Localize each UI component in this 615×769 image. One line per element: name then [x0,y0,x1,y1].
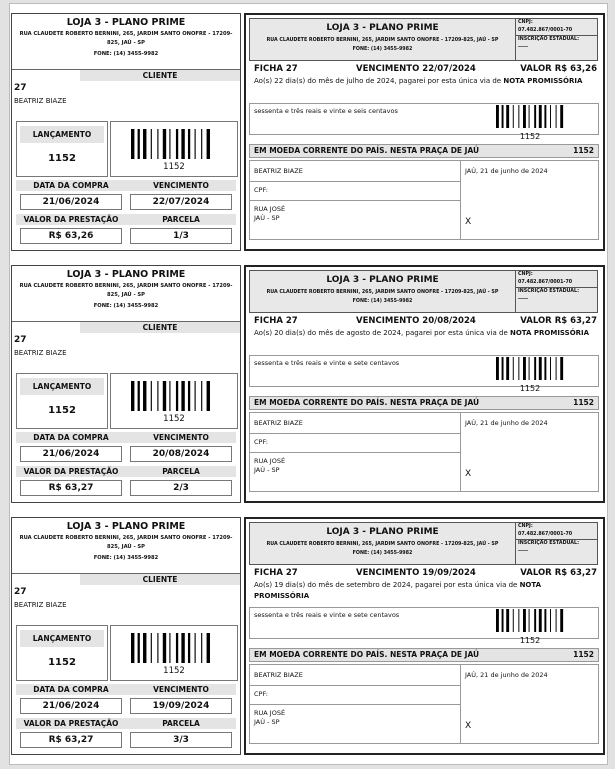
note-store-address: RUA CLAUDETE ROBERTO BERNINI, 265, JARDIM SANTO ONOFRE - 17209-825, JAÚ - SP FONE: (14) 3455-9982 [266,290,499,304]
currency-line: EM MOEDA CORRENTE DO PAÍS. NESTA PRAÇA DE JAÚ 1152 [249,144,599,158]
client-name: BEATRIZ BIAZE [14,97,67,105]
stub-card [11,517,241,755]
signature-area [249,160,599,240]
barcode-number: 1152 [163,162,185,172]
place-date: JAÚ, 21 de junho de 2024 [465,671,548,679]
data-compra-label: DATA DA COMPRA [33,433,109,442]
debtor-city: JAÚ - SP [254,718,280,726]
note-vencimento: VENCIMENTO 20/08/2024 [356,316,476,326]
signature-x: X [465,469,472,479]
barcode-number: 1152 [163,414,185,424]
note-text: Ao(s) 20 dia(s) do mês de agosto de 2024, pagarei por esta única via de NOTA PROMISSÓRIA [254,329,590,337]
note-store-ids: CNPJ: 07.482.867/0001-70 INSCRIÇÃO ESTADUAL: ----- [515,271,597,312]
note-barcode-number: 1152 [519,636,541,645]
ficha-field: FICHA 27 [254,316,298,326]
data-compra-value: 21/06/2024 [20,194,122,210]
store-title: LOJA 3 - PLANO PRIME [66,269,186,280]
parcela-value: 3/3 [130,732,232,748]
store-phone: FONE: (14) 3455-9982 [93,51,159,57]
note-store-ids: CNPJ: 07.482.867/0001-70 INSCRIÇÃO ESTADUAL: ----- [515,523,597,564]
currency-line: EM MOEDA CORRENTE DO PAÍS. NESTA PRAÇA DE JAÚ 1152 [249,396,599,410]
debtor-street: RUA JOSÉ [254,457,286,465]
debtor-name: BEATRIZ BIAZE [254,671,303,679]
valor-prestacao-label: VALOR DA PRESTAÇÃO [23,215,119,224]
note-store-ids: CNPJ: 07.482.867/0001-70 INSCRIÇÃO ESTADUAL: ----- [515,19,597,60]
promissory-block [11,13,603,249]
ficha-field: FICHA 27 [254,64,298,74]
note-barcode-number: 1152 [519,384,541,393]
vencimento-label: VENCIMENTO [153,685,209,694]
note-store-title: LOJA 3 - PLANO PRIME [326,275,439,285]
store-address: RUA CLAUDETE ROBERTO BERNINI, 265, JARDIM SANTO ONOFRE - 17209-825, JAÚ - SP [19,535,233,550]
client-code: 27 [14,83,27,93]
client-label: CLIENTE [80,70,240,81]
store-address: RUA CLAUDETE ROBERTO BERNINI, 265, JARDIM SANTO ONOFRE - 17209-825, JAÚ - SP [19,31,233,46]
debtor-city: JAÚ - SP [254,466,280,474]
note-text: Ao(s) 22 dia(s) do mês de julho de 2024, pagarei por esta única via de NOTA PROMISSÓRIA [254,77,583,85]
promissory-note [244,517,605,755]
amount-in-words: sessenta e três reais e vinte e seis centavos [254,107,398,115]
note-store-title: LOJA 3 - PLANO PRIME [326,527,439,537]
store-address: RUA CLAUDETE ROBERTO BERNINI, 265, JARDIM SANTO ONOFRE - 17209-825, JAÚ - SP [19,283,233,298]
lancamento-label: LANÇAMENTO [20,126,104,143]
vencimento-label: VENCIMENTO [153,181,209,190]
lancamento-value: 1152 [48,405,76,416]
barcode-icon [131,129,211,159]
lancamento-label: LANÇAMENTO [20,378,104,395]
note-barcode-icon [496,105,564,128]
vencimento-value: 20/08/2024 [130,446,232,462]
client-name: BEATRIZ BIAZE [14,349,67,357]
lancamento-value: 1152 [48,657,76,668]
signature-area [249,664,599,744]
client-code: 27 [14,587,27,597]
parcela-value: 2/3 [130,480,232,496]
client-section [12,69,240,120]
debtor-street: RUA JOSÉ [254,205,286,213]
note-valor: VALOR R$ 63,26 [520,64,597,74]
vencimento-label: VENCIMENTO [153,433,209,442]
note-barcode-icon [496,609,564,632]
valor-prestacao-value: R$ 63,27 [20,732,122,748]
store-title: LOJA 3 - PLANO PRIME [66,521,186,532]
note-store-address: RUA CLAUDETE ROBERTO BERNINI, 265, JARDIM SANTO ONOFRE - 17209-825, JAÚ - SP FONE: (14) 3455-9982 [266,542,499,556]
barcode-box [110,121,238,177]
lancamento-box [16,625,108,681]
promissory-block [11,265,603,501]
vencimento-value: 22/07/2024 [130,194,232,210]
note-valor: VALOR R$ 63,27 [520,568,597,578]
note-valor: VALOR R$ 63,27 [520,316,597,326]
barcode-box [110,373,238,429]
parcela-value: 1/3 [130,228,232,244]
note-text: Ao(s) 19 dia(s) do mês de setembro de 2024, pagarei por esta única via de NOTA PROMISSÓRIA [254,581,542,600]
valor-prestacao-label: VALOR DA PRESTAÇÃO [23,719,119,728]
data-compra-value: 21/06/2024 [20,446,122,462]
lancamento-box [16,373,108,429]
store-phone: FONE: (14) 3455-9982 [93,555,159,561]
lancamento-box [16,121,108,177]
place-date: JAÚ, 21 de junho de 2024 [465,167,548,175]
amount-in-words: sessenta e três reais e vinte e sete centavos [254,359,400,367]
barcode-icon [131,381,211,411]
signature-area [249,412,599,492]
data-compra-label: DATA DA COMPRA [33,181,109,190]
client-section [12,573,240,624]
note-header [249,522,598,565]
barcode-icon [131,633,211,663]
amount-in-words: sessenta e três reais e vinte e sete centavos [254,611,400,619]
promissory-block [11,517,603,753]
note-store-title: LOJA 3 - PLANO PRIME [326,23,439,33]
promissory-note [244,13,605,251]
ficha-field: FICHA 27 [254,568,298,578]
note-vencimento: VENCIMENTO 22/07/2024 [356,64,476,74]
debtor-name: BEATRIZ BIAZE [254,167,303,175]
signature-x: X [465,721,472,731]
cpf-label: CPF: [254,690,268,698]
store-title: LOJA 3 - PLANO PRIME [66,17,186,28]
note-vencimento: VENCIMENTO 19/09/2024 [356,568,476,578]
lancamento-label: LANÇAMENTO [20,630,104,647]
stub-card [11,265,241,503]
note-barcode-number: 1152 [519,132,541,141]
vencimento-value: 19/09/2024 [130,698,232,714]
valor-prestacao-value: R$ 63,26 [20,228,122,244]
promissory-note [244,265,605,503]
parcela-label: PARCELA [162,215,200,224]
cpf-label: CPF: [254,186,268,194]
parcela-label: PARCELA [162,467,200,476]
client-section [12,321,240,372]
barcode-number: 1152 [163,666,185,676]
debtor-street: RUA JOSÉ [254,709,286,717]
barcode-box [110,625,238,681]
client-label: CLIENTE [80,574,240,585]
valor-prestacao-value: R$ 63,27 [20,480,122,496]
client-name: BEATRIZ BIAZE [14,601,67,609]
cpf-label: CPF: [254,438,268,446]
note-header [249,18,598,61]
client-code: 27 [14,335,27,345]
client-label: CLIENTE [80,322,240,333]
place-date: JAÚ, 21 de junho de 2024 [465,419,548,427]
debtor-name: BEATRIZ BIAZE [254,419,303,427]
store-phone: FONE: (14) 3455-9982 [93,303,159,309]
debtor-city: JAÚ - SP [254,214,280,222]
stub-card [11,13,241,251]
note-store-address: RUA CLAUDETE ROBERTO BERNINI, 265, JARDIM SANTO ONOFRE - 17209-825, JAÚ - SP FONE: (14) 3455-9982 [266,38,499,52]
parcela-label: PARCELA [162,719,200,728]
data-compra-value: 21/06/2024 [20,698,122,714]
data-compra-label: DATA DA COMPRA [33,685,109,694]
valor-prestacao-label: VALOR DA PRESTAÇÃO [23,467,119,476]
note-barcode-icon [496,357,564,380]
note-header [249,270,598,313]
currency-line: EM MOEDA CORRENTE DO PAÍS. NESTA PRAÇA DE JAÚ 1152 [249,648,599,662]
signature-x: X [465,217,472,227]
lancamento-value: 1152 [48,153,76,164]
